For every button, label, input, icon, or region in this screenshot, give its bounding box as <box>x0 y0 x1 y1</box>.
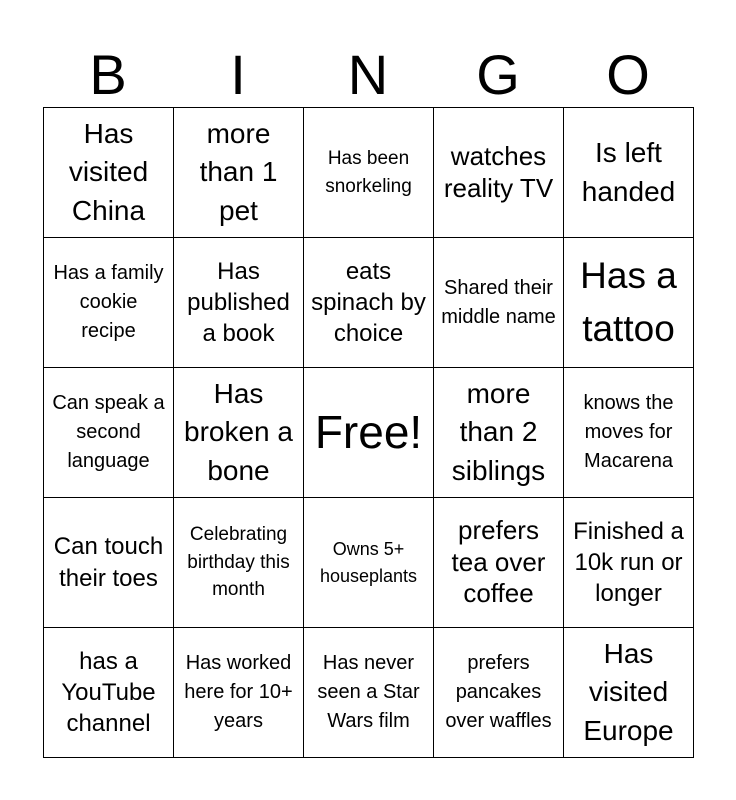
bingo-cell-r3c4[interactable] <box>434 368 564 498</box>
bingo-cell-r4c3[interactable] <box>304 498 434 628</box>
cell-text: Owns 5+ houseplants <box>319 539 418 586</box>
cell-text: watches reality TV <box>443 140 554 203</box>
bingo-cell-r5c4[interactable] <box>434 628 564 758</box>
cell-text: Finished a 10k run or longer <box>573 517 684 608</box>
cell-text: Has visited Europe <box>583 637 674 746</box>
free-space-text: Free! <box>314 405 423 458</box>
cell-text: Can speak a second language <box>52 392 165 472</box>
cell-text: Has been snorkeling <box>325 147 412 197</box>
cell-text: eats spinach by choice <box>311 257 426 348</box>
bingo-cell-r1c4[interactable] <box>434 108 564 238</box>
bingo-cell-r3c2[interactable] <box>174 368 304 498</box>
bingo-cell-r5c1[interactable] <box>44 628 174 758</box>
bingo-cell-r3c1[interactable] <box>44 368 174 498</box>
bingo-cell-r2c5[interactable] <box>564 238 694 368</box>
header-letter-n: N <box>347 43 389 106</box>
cell-text: more than 2 siblings <box>451 377 546 486</box>
header-letter-b: B <box>89 43 127 106</box>
cell-text: Has published a book <box>187 257 290 348</box>
bingo-cell-r4c1[interactable] <box>44 498 174 628</box>
bingo-cell-r1c1[interactable] <box>44 108 174 238</box>
cell-text: has a YouTube channel <box>61 647 156 738</box>
header-letter-o: O <box>606 43 650 106</box>
cell-text: more than 1 pet <box>199 117 278 226</box>
bingo-cell-r4c4[interactable] <box>434 498 564 628</box>
bingo-cell-r1c3[interactable] <box>304 108 434 238</box>
cell-text: Has visited China <box>68 117 149 226</box>
bingo-cell-r2c1[interactable] <box>44 238 174 368</box>
bingo-cell-r2c3[interactable] <box>304 238 434 368</box>
cell-text: Has worked here for 10+ years <box>184 652 293 732</box>
cell-text: Has a tattoo <box>580 254 677 349</box>
cell-text: Celebrating birthday this month <box>187 524 290 601</box>
cell-text: Has a family cookie recipe <box>53 262 164 342</box>
bingo-cell-r5c5[interactable] <box>564 628 694 758</box>
cell-text: Is left handed <box>581 136 676 207</box>
cell-text: Shared their middle name <box>441 276 556 328</box>
bingo-header <box>43 42 693 108</box>
bingo-card <box>43 107 694 758</box>
cell-text: knows the moves for Macarena <box>583 392 674 472</box>
cell-text: Has broken a bone <box>184 377 293 486</box>
cell-text: Has never seen a Star Wars film <box>317 652 420 732</box>
header-letter-g: G <box>476 43 520 106</box>
cell-text: prefers tea over coffee <box>451 514 546 609</box>
bingo-cell-r2c4[interactable] <box>434 238 564 368</box>
bingo-cell-r4c2[interactable] <box>174 498 304 628</box>
bingo-cell-r5c2[interactable] <box>174 628 304 758</box>
cell-text: prefers pancakes over waffles <box>445 652 552 732</box>
bingo-cell-r4c5[interactable] <box>564 498 694 628</box>
bingo-cell-r1c5[interactable] <box>564 108 694 238</box>
bingo-cell-free[interactable] <box>304 368 434 498</box>
header-letter-i: I <box>230 43 246 106</box>
bingo-cell-r5c3[interactable] <box>304 628 434 758</box>
cell-text: Can touch their toes <box>53 533 164 592</box>
bingo-cell-r1c2[interactable] <box>174 108 304 238</box>
bingo-cell-r2c2[interactable] <box>174 238 304 368</box>
bingo-cell-r3c5[interactable] <box>564 368 694 498</box>
